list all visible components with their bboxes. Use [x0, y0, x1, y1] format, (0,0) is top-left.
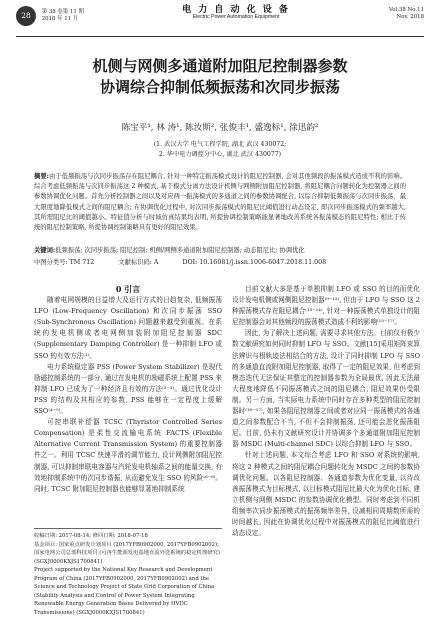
body-paragraph: 随着电网规模的日益增大及运行方式的日趋复杂, 低频振荡 LFO (Low-Frequency Oscillation) 和次同步振荡 SSO (Sub-Synchronous Oscillation) 问题越来越受到重视。在系统的发电机侧或者电网侧加装附加阻尼控制器 SDC (Supplementary Damping Controller) 是一种抑制 LFO 或 SSO 的有效方法⁽¹⁾。: [34, 296, 222, 360]
title-line: 机侧与网侧多通道附加阻尼控制器参数: [92, 57, 348, 75]
clc-number: 中图分类号: TM 712: [34, 259, 95, 266]
footnote-received: 收稿日期: 2017-08-14; 修回日期: 2018-07-18: [34, 533, 148, 539]
journal-name: [136, 7, 336, 22]
abstract: [34, 172, 406, 233]
body-paragraph: 目前文献大多是基于单独抑制 LFO 或 SSO 的目的而优化设计发电机侧或网侧阻尼控制器⁽⁹⁻¹²⁾, 但由于 LFO 与 SSO 这 2 种振荡模式存在阻尼耦合⁽¹³⁻¹⁴⁾, 针对一种振荡模式单独设计的阻尼控制器会对其他频段的振荡模式造成不利的影响⁽¹⁵⁻¹⁷⁾。: [232, 285, 420, 327]
abstract-text: 由于低频振荡与次同步振荡存在阻尼耦合, 针对一种特定振荡模式设计的阻尼控制器, 会对其他频段的振荡模式造成不利的影响。综合考虑低频振荡与次同步振荡这 2 种模式, 基于模式分离方法设计机侧与网侧附加阻尼控制器, 将阻尼耦合问题转化为控制器之间的参数协调优化问题。首先分析控制器之间以及对应两一振荡模式的多通道之间的参数协调配合, 以综合抑制低频振荡与次同步振荡、最大限度地降低模式之间的阻尼耦合; 在协调优化过程中, 对次同步振荡模式的阻尼比阈值进行动态设定, 即次同步振荡模式的频率越大, 其所需阻尼比的阈值越小。特征值分析与时域仿真结果均表明, 所提协调控制策略能显著地改善系统各振荡模态的阻尼特性; 相比于传统的阻尼控制策略, 所提协调控制策略具有更好的阻尼效果。: [34, 173, 406, 232]
body-paragraph: 可控串联补偿器 TCSC (Thyristor Controlled Series Compensation) 是柔性交流输电系统 FACTS (Flexible Alternative Current Transmission System) 的重要控制器件之一。利用 TCSC 快速平滑的调节能力, 设计网侧附加阻尼控制器, 可以抑制串联电容器与汽轮发电机轴系之间的能量交换, 有效地抑制系统中的次同步谐振, 从而避免发生 SSO 的风险⁽⁶⁻⁸⁾。同时, TCSC 附加阻尼控制器也能够显著地抑制系统: [34, 418, 222, 493]
keywords-label: 关键词:: [34, 247, 56, 254]
left-column: [34, 284, 222, 495]
paper-title: [40, 56, 400, 98]
doi: DOI: 10.16081/j.issn.1006-6047.2018.11.008: [182, 259, 327, 266]
abstract-label: 摘要:: [34, 173, 50, 180]
volume-en: Vol.38 No.11: [388, 7, 424, 13]
journal-cn: 电 力 自 动 化 设 备: [182, 5, 290, 15]
footnote-funding-en: Project supported by the National Key Research and Development Program of China (2017YFB0902000, 2017YFB0902002) and the Science and Technology Project of State Grid Corporation of China (Stability Analysis and Control of Power System Integrating Renewable Energy Generation Bases Delivered by HVDC Transmissions) (SGXJ0000KXJS1700841): [34, 567, 215, 616]
right-column: [232, 284, 420, 539]
body-paragraph: 电力系统稳定器 PSS (Power System Stabilizer) 是现代励磁控制系统的一部分, 通过在发电机的励磁系统上配置 PSS 来抑制 LFO 已成为了一种经济且有效的方法⁽²⁻³⁾。通过优化设计 PSS 的结构及其相应的参数, PSS 能够在一定程度上缓解 SSO⁽⁴⁻⁵⁾。: [34, 362, 222, 416]
affiliation-line: 2. 华中电力调控分中心, 湖北 武汉 430077): [158, 151, 282, 158]
header-left: [16, 6, 84, 26]
document-code: 文献标识码: A: [118, 259, 159, 266]
article-meta: [34, 258, 406, 268]
keywords: [34, 246, 406, 256]
affiliation-line: (1. 武汉大学 电气工程学院, 湖北 武汉 430072;: [153, 141, 287, 148]
date-en: Nov. 2018: [396, 14, 424, 21]
journal-en: Electric Power Automation Equipment: [192, 14, 280, 21]
running-header: [16, 4, 424, 44]
footnotes: [34, 528, 222, 617]
body-paragraph: 针对上述问题, 本文综合考虑 LFO 和 SSO 对系统的影响, 将这 2 种模式之间的阻尼耦合问题转化为 MSDC 之间的参数协调优化问题。以各阻尼控制器、各通道参数为优化变量, 以待改善振荡模式为目标模式, 以目标模式阻尼比最大化为优化目标, 建立机侧与网侧 MSDC 的参数协调优化模型。同时考虑到不同机组频率次同步振荡模式的振荡频率差异, 设减相同周期数所需的时间越长, 因此在协调优化过程中对振荡模式的阻尼比阈值进行动态设定。: [232, 451, 420, 538]
page-number-badge: 28: [16, 6, 36, 26]
header-right: [389, 7, 424, 22]
volume-cn: 第 38 卷第 11 期: [41, 8, 84, 15]
section-heading: 0 引言: [115, 284, 141, 294]
body-paragraph: 因此, 为了解决上述问题, 需要寻求其他方法。目前仅有极少数文献研究如何同时抑制 LFO 与 SSO。文献[15]采用矩阵束算法辨识与根轨迹法相结合的方法, 设计了同时抑制 LFO 与 SSO 的多通道直流附加阻尼控制器, 取得了一定的阻尼效果, 但考虑到模态迭代无法保证其整定的控制器参数为全局最优, 因此无法最大程度地降低不同振荡模式之间的阻尼耦合, 阻尼效果仍受限制。另一方面, 当实际电力系统中同时存在多种类型的阻尼控制器时⁽¹⁶⁻¹⁷⁾, 如果各阻尼控制器之间或者对应同一振荡模式的各通道之间参数配合不当, 不但不会抑制振荡, 还可能会恶化振荡阻尼。目前, 仍未有文献研究设计并协调多个多通道附加阻尼控制器 MSDC (Multi-channel SDC) 以综合抑制 LFO 与 SSO。: [232, 329, 420, 449]
footnote-funding-cn: 基金项目: 国家重点研发计划项目 (2017YFB0902000, 2017YFB0902002); 国家电网公司总部科技项目 (可再生能源发电基地直流外送系统的稳定机理研究) (SGXJ0000KXJS1700841): [34, 541, 220, 565]
keywords-text: 低频振荡; 次同步振荡; 阻尼控制; 机侧/网侧多通道附加阻尼控制器; 动态阻尼比; 协调优化: [55, 247, 305, 254]
header-rule: [16, 36, 424, 37]
date-cn: 2018 年 11 月: [41, 16, 79, 22]
title-line: 协调综合抑制低频振荡和次同步振荡: [99, 78, 340, 96]
author-list: 陈宝平¹, 林 涛¹, 陈汝斯², 张俊丰¹, 盛逸标¹, 徐迅韵²: [121, 123, 319, 133]
affiliations: [60, 140, 380, 160]
